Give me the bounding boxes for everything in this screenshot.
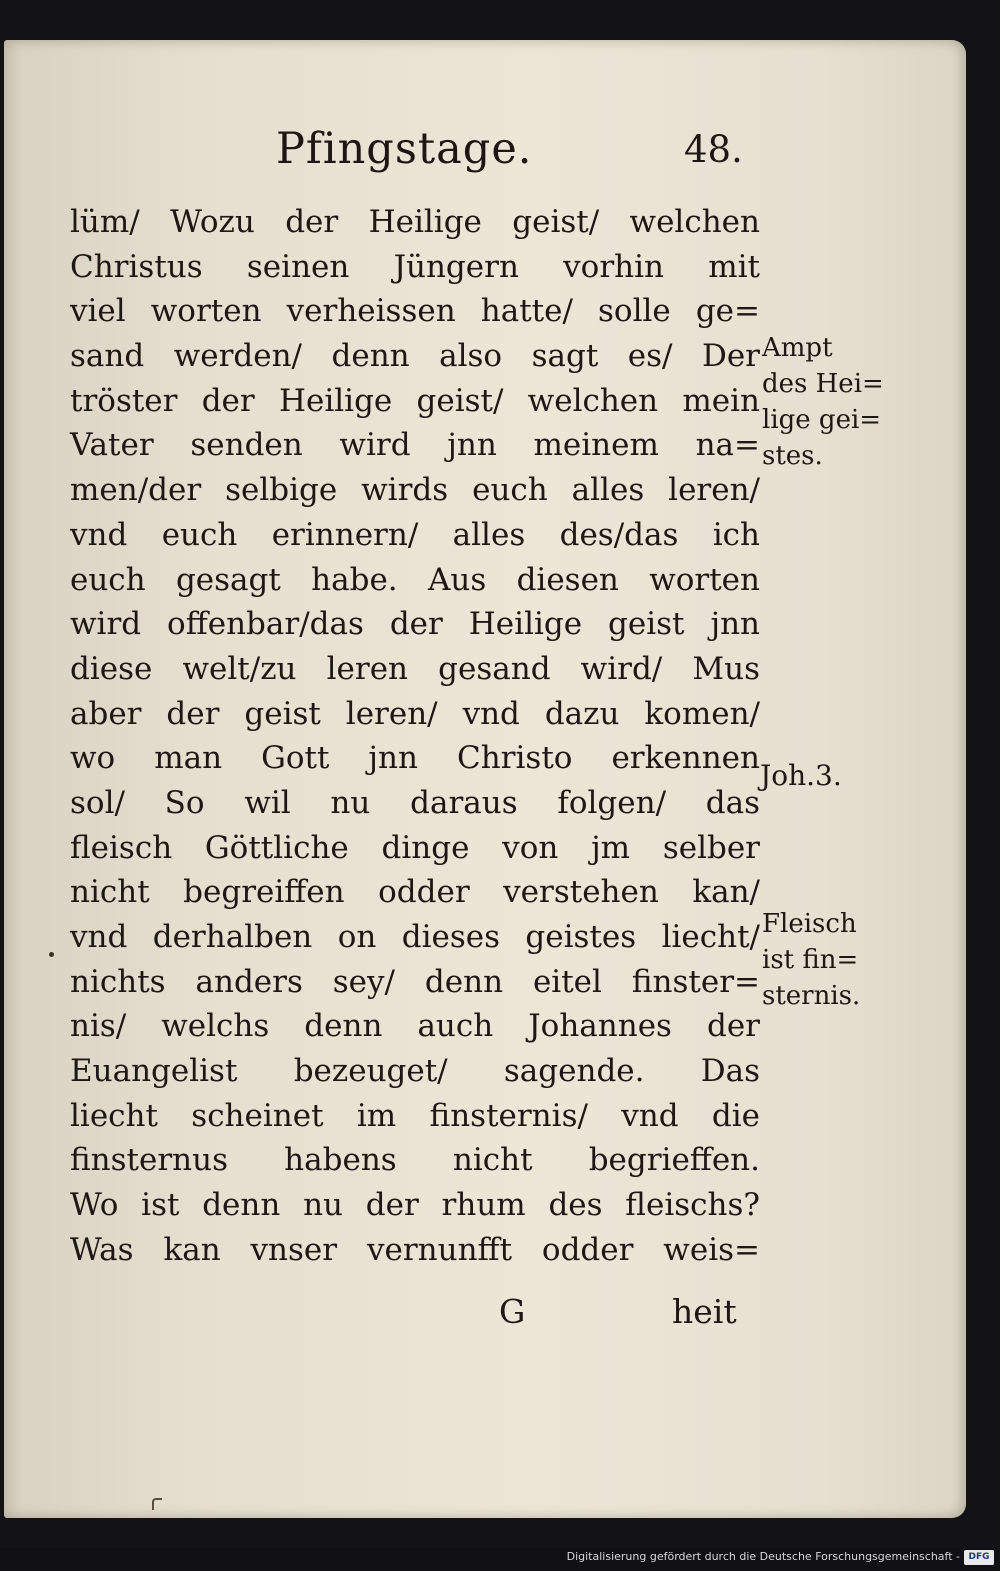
text-line: lüm/ Wozu der Heilige geist/ welchen bbox=[70, 204, 760, 240]
text-line: Euangelist bezeuget/ sagende. Das bbox=[70, 1053, 760, 1090]
page-foot bbox=[4, 1292, 966, 1342]
signature-mark: G bbox=[499, 1292, 526, 1331]
marginal-note-fleisch bbox=[762, 906, 860, 1014]
marginal-note-line: Ampt bbox=[762, 333, 833, 363]
text-line: fleisch Göttliche dinge von jm selber bbox=[70, 829, 760, 866]
dfg-logo: DFG bbox=[964, 1550, 994, 1565]
text-line: finsternus habens nicht begrieffen. bbox=[70, 1142, 760, 1179]
marginal-note-line: lige gei= bbox=[762, 405, 882, 435]
marginal-note-line: des Hei= bbox=[762, 369, 884, 399]
text-line: Christus seinen Jüngern vorhin mit bbox=[70, 248, 760, 285]
marginal-note-line: Fleisch bbox=[762, 909, 857, 939]
text-line: vnd euch erinnern/ alles des/das ich bbox=[70, 516, 760, 553]
text-line: men/der selbige wirds euch alles leren/ bbox=[70, 472, 760, 509]
text-line: vnd derhalben on dieses geistes liecht/ bbox=[70, 919, 760, 955]
ink-dot bbox=[49, 952, 54, 957]
running-head-title: Pfingstage. bbox=[276, 124, 533, 174]
marginal-note-line: ist fin= bbox=[762, 945, 859, 975]
funding-credit: Digitalisierung gefördert durch die Deutsche Forschungsgemeinschaft - bbox=[566, 1550, 960, 1563]
body-text bbox=[70, 200, 760, 1273]
marginal-note-joh bbox=[760, 758, 842, 794]
text-line: Was kan vnser vernunfft odder weis= bbox=[70, 1231, 760, 1268]
text-line: nicht begreiffen odder verstehen kan/ bbox=[70, 874, 760, 911]
book-page bbox=[4, 40, 966, 1518]
text-line: euch gesagt habe. Aus diesen worten bbox=[70, 561, 760, 598]
text-line: sol/ So wil nu daraus folgen/ das bbox=[70, 784, 760, 821]
text-line: tröster der Heilige geist/ welchen mein bbox=[70, 382, 760, 419]
paper-blemish bbox=[152, 1498, 162, 1510]
text-line: wo man Gott jnn Christo erkennen bbox=[70, 740, 760, 777]
text-line: viel worten verheissen hatte/ solle ge= bbox=[70, 293, 760, 330]
text-line: Vater senden wird jnn meinem na= bbox=[70, 427, 760, 464]
text-line: nis/ welchs denn auch Johannes der bbox=[70, 1008, 760, 1045]
folio-number: 48. bbox=[684, 128, 743, 171]
text-line: nichts anders sey/ denn eitel finster= bbox=[70, 963, 760, 1000]
text-line: Wo ist denn nu der rhum des fleischs? bbox=[70, 1187, 760, 1224]
text-line: liecht scheinet im finsternis/ vnd die bbox=[70, 1097, 760, 1134]
marginal-note-ampt bbox=[762, 330, 884, 474]
catchword: heit bbox=[672, 1292, 737, 1331]
marginal-note-line: stes. bbox=[762, 441, 823, 471]
text-line: wird offenbar/das der Heilige geist jnn bbox=[70, 606, 760, 643]
marginal-note-line: sternis. bbox=[762, 981, 861, 1011]
text-line: diese welt/zu leren gesand wird/ Mus bbox=[70, 650, 760, 687]
text-line: sand werden/ denn also sagt es/ Der bbox=[70, 338, 760, 375]
running-head bbox=[4, 124, 966, 184]
marginal-note-line: Joh.3. bbox=[760, 759, 842, 792]
text-line: aber der geist leren/ vnd dazu komen/ bbox=[70, 695, 760, 732]
